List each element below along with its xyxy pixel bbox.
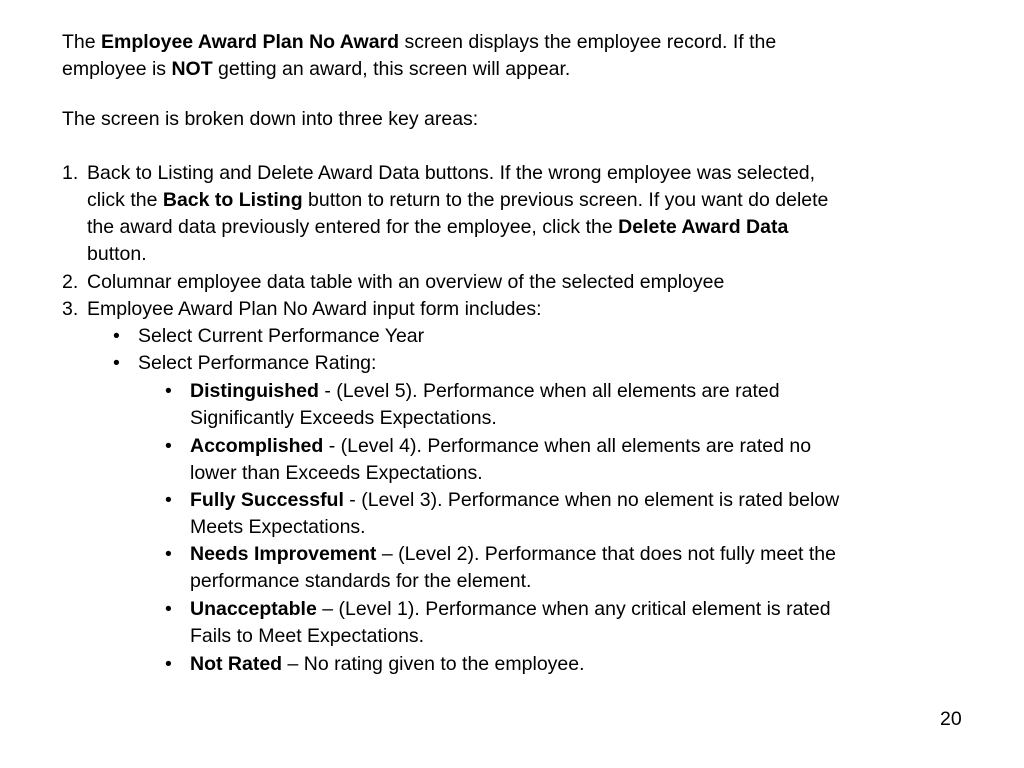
item-text: Columnar employee data table with an overview of the selected employee	[87, 271, 725, 293]
bullet-icon: •	[165, 435, 172, 457]
item-number: 2.	[62, 271, 79, 293]
item-text-line	[87, 214, 972, 241]
rating-desc: - (Level 5). Performance when all elements are rated	[318, 380, 780, 402]
rating-body	[190, 596, 965, 650]
rating-desc: lower than Exceeds Expectations.	[190, 462, 483, 484]
rating-term: Distinguished	[190, 380, 319, 402]
rating-desc: Meets Expectations.	[190, 516, 366, 538]
rating-body	[190, 487, 965, 541]
item-text: Employee Award Plan No Award input form includes:	[87, 298, 542, 320]
intro-line-2	[62, 56, 962, 83]
rating-desc: Significantly Exceeds Expectations.	[190, 407, 497, 429]
bullet-icon: •	[165, 489, 172, 511]
bullet-icon: •	[165, 543, 172, 565]
rating-body	[190, 378, 965, 432]
numbered-item-3	[62, 296, 972, 323]
bullet-text: Select Performance Rating:	[138, 352, 377, 374]
bullet-icon: •	[165, 380, 172, 402]
item-body	[87, 160, 972, 268]
key-areas-heading: The screen is broken down into three key areas:	[62, 108, 479, 130]
rating-term: Unacceptable	[190, 598, 317, 620]
item-text: button to return to the previous screen. If you want do delete	[302, 189, 829, 211]
screen-name-bold: Employee Award Plan No Award	[101, 31, 400, 53]
intro-paragraph	[62, 29, 962, 83]
rating-desc: – No rating given to the employee.	[282, 653, 585, 675]
rating-item-needs-improvement	[165, 541, 965, 595]
back-to-listing-bold: Back to Listing	[162, 189, 303, 211]
rating-desc: – (Level 1). Performance when any critical element is rated	[316, 598, 831, 620]
item-text-line	[87, 187, 972, 214]
bullet-icon: •	[113, 352, 120, 374]
item-text: click the	[87, 189, 163, 211]
rating-item-not-rated	[165, 651, 965, 678]
numbered-item-2	[62, 269, 972, 296]
rating-body	[190, 541, 965, 595]
bullet-item	[113, 323, 424, 350]
bullet-item	[113, 350, 376, 377]
intro-text: screen displays the employee record. If the	[399, 31, 777, 53]
rating-term: Not Rated	[190, 653, 283, 675]
rating-desc: performance standards for the element.	[190, 570, 532, 592]
bullet-icon: •	[165, 598, 172, 620]
rating-term: Needs Improvement	[190, 543, 377, 565]
item-number: 3.	[62, 298, 79, 320]
rating-item-unacceptable	[165, 596, 965, 650]
rating-desc: - (Level 3). Performance when no element is rated below	[343, 489, 840, 511]
rating-term: Fully Successful	[190, 489, 344, 511]
delete-award-data-bold: Delete Award Data	[618, 216, 789, 238]
bullet-icon: •	[113, 325, 120, 347]
item-text: Back to Listing and Delete Award Data buttons. If the wrong employee was selected,	[87, 162, 816, 184]
rating-body	[190, 433, 965, 487]
intro-text: getting an award, this screen will appear.	[212, 58, 571, 80]
rating-line	[190, 651, 965, 678]
rating-line	[190, 541, 965, 568]
numbered-item-1	[62, 160, 972, 268]
rating-item-distinguished	[165, 378, 965, 432]
rating-body	[190, 651, 965, 678]
rating-line	[190, 487, 965, 514]
item-text: the award data previously entered for the employee, click the	[87, 216, 619, 238]
rating-term: Accomplished	[190, 435, 324, 457]
rating-line	[190, 378, 965, 405]
rating-item-fully-successful	[165, 487, 965, 541]
bullet-text: Select Current Performance Year	[138, 325, 425, 347]
intro-text: The	[62, 31, 102, 53]
intro-line-1	[62, 29, 962, 56]
intro-text: employee is	[62, 58, 172, 80]
item-number: 1.	[62, 162, 79, 184]
rating-desc: – (Level 2). Performance that does not fully meet the	[376, 543, 836, 565]
bullet-icon: •	[165, 653, 172, 675]
not-bold: NOT	[171, 58, 213, 80]
rating-desc: Fails to Meet Expectations.	[190, 625, 425, 647]
rating-desc: - (Level 4). Performance when all elements are rated no	[323, 435, 812, 457]
item-text: button.	[87, 243, 147, 265]
rating-line	[190, 433, 965, 460]
page-number: 20	[940, 708, 962, 730]
rating-item-accomplished	[165, 433, 965, 487]
rating-line	[190, 596, 965, 623]
